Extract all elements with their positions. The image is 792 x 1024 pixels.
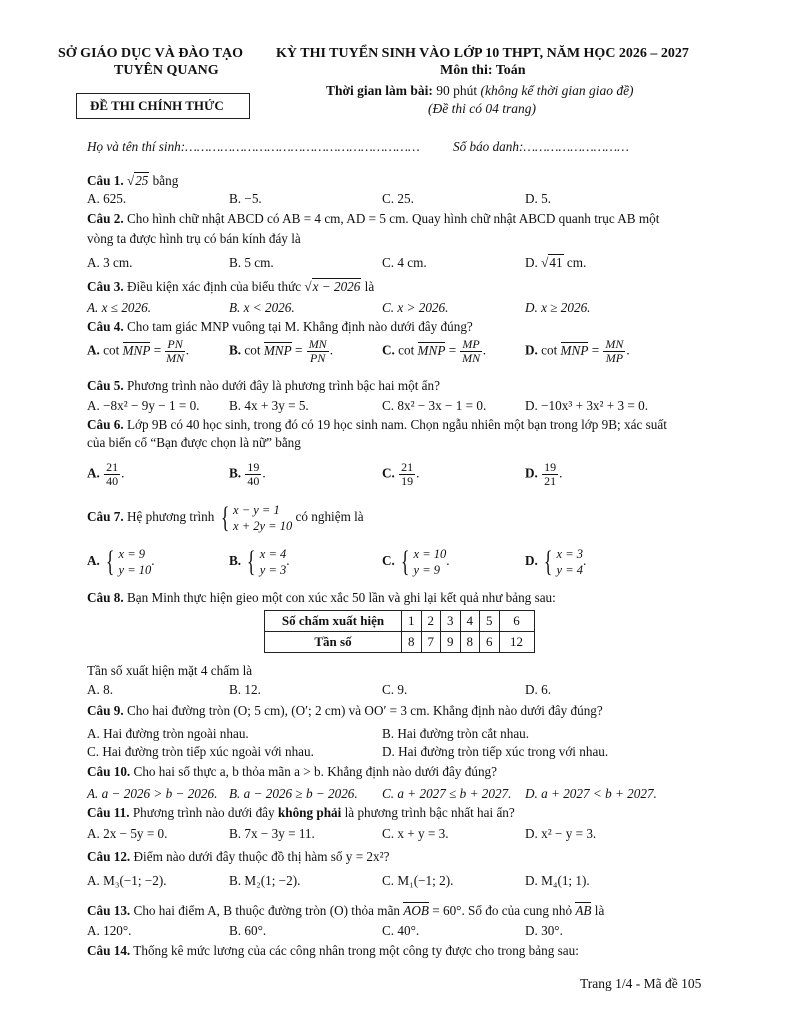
table-cell: 5: [480, 611, 500, 632]
name-field: Họ và tên thí sinh:……………………………………………………: [87, 139, 420, 154]
page-footer: Trang 1/4 - Mã đề 105: [580, 976, 702, 991]
q4-option-d: D. cot MNP = $\frac{MN}{MP}$ .: [525, 337, 630, 365]
q3-option-a: A. x ≤ 2026.: [87, 300, 152, 315]
q4-option-c: C. cot MNP = $\frac{MP}{MN}$ .: [382, 337, 487, 365]
time-line: [326, 83, 634, 99]
q4-option-b: B. cot MNP = $\frac{MN}{PN}$ .: [229, 337, 333, 365]
table-cell: 4: [460, 611, 480, 632]
question-6-line2: của biến cố “Bạn được chọn là nữ” bằng: [87, 435, 301, 450]
table-cell: 12: [499, 632, 534, 653]
exam-title: KỲ THI TUYỂN SINH VÀO LỚP 10 THPT, NĂM HỌC 2026 – 2027: [276, 46, 689, 61]
q1-option-a: A. 625.: [87, 191, 127, 206]
q13-option-b: B. 60°.: [229, 923, 267, 938]
question-2-line2: vòng ta được hình trụ có bán kính đáy là: [87, 231, 301, 246]
q5-option-a: A. −8x² − 9y − 1 = 0.: [87, 398, 200, 413]
q11-option-a: A. 2x − 5y = 0.: [87, 826, 168, 841]
table-header-cell: Số chấm xuất hiện: [265, 611, 402, 632]
table-cell: 8: [402, 632, 422, 653]
table-cell: 3: [441, 611, 461, 632]
dept-line2: TUYÊN QUANG: [114, 63, 219, 78]
q5-option-b: B. 4x + 3y = 5.: [229, 398, 309, 413]
question-2: Câu 2. Cho hình chữ nhật ABCD có AB = 4 cm, AD = 5 cm. Quay hình chữ nhật ABCD quanh trục AB một: [87, 211, 660, 226]
q12-option-c: C. M₁(−1; 2).: [382, 873, 454, 888]
question-10: Câu 10. Cho hai số thực a, b thỏa mãn a > b. Khẳng định nào dưới đây đúng?: [87, 764, 497, 779]
q6-option-d: D. $\frac{19}{21}$ .: [525, 460, 563, 488]
q4-option-a: A. cot MNP = $\frac{PN}{MN}$ .: [87, 337, 190, 365]
table-row: [265, 611, 535, 632]
equation-system: { x − y = 1 x + 2y = 10: [220, 501, 293, 534]
q7-option-c: C. { x = 10 y = 9 .: [382, 545, 450, 578]
question-13: Câu 13. Cho hai điểm A, B thuộc đường tròn (O) thỏa mãn AOB = 60°. Số đo của cung nhỏ AB là: [87, 903, 605, 918]
question-9: Câu 9. Cho hai đường tròn (O; 5 cm), (O′; 2 cm) và OO′ = 3 cm. Khẳng định nào dưới đây đúng?: [87, 703, 603, 718]
q6-option-b: B. $\frac{19}{40}$ .: [229, 460, 266, 488]
subject: Môn thi: Toán: [440, 63, 526, 78]
table-cell: 2: [421, 611, 441, 632]
official-label: ĐỀ THI CHÍNH THỨC: [90, 98, 224, 113]
q13-option-a: A. 120°.: [87, 923, 132, 938]
q2-option-d: D. √41 cm.: [525, 255, 587, 270]
dept-line1: SỞ GIÁO DỤC VÀ ĐÀO TẠO: [58, 46, 244, 61]
q8-option-b: B. 12.: [229, 682, 261, 697]
q9-option-c: C. Hai đường tròn tiếp xúc ngoài với nhau.: [87, 744, 314, 759]
q2-option-a: A. 3 cm.: [87, 255, 133, 270]
q3-option-b: B. x < 2026.: [229, 300, 295, 315]
q10-option-d: D. a + 2027 < b + 2027.: [525, 786, 657, 801]
pages-note: (Đề thi có 04 trang): [428, 101, 536, 116]
q8-option-c: C. 9.: [382, 682, 408, 697]
table-cell: 6: [499, 611, 534, 632]
q1-option-d: D. 5.: [525, 191, 552, 206]
q7-option-b: B. { x = 4 y = 3 .: [229, 545, 290, 578]
question-11: Câu 11. Phương trình nào dưới đây không phải là phương trình bậc nhất hai ẩn?: [87, 805, 515, 820]
q5-option-d: D. −10x³ + 3x² + 3 = 0.: [525, 398, 649, 413]
id-field: Số báo danh:………………………: [453, 139, 629, 154]
q2-option-c: C. 4 cm.: [382, 255, 427, 270]
q11-option-c: C. x + y = 3.: [382, 826, 449, 841]
q13-option-d: D. 30°.: [525, 923, 563, 938]
q11-option-d: D. x² − y = 3.: [525, 826, 597, 841]
table-cell: 7: [421, 632, 441, 653]
q2-option-b: B. 5 cm.: [229, 255, 274, 270]
q12-option-a: A. M₃(−1; −2).: [87, 873, 167, 888]
q12-option-d: D. M₄(1; 1).: [525, 873, 590, 888]
q12-option-b: B. M₂(1; −2).: [229, 873, 301, 888]
q1-option-c: C. 25.: [382, 191, 414, 206]
radicand: 25: [135, 173, 149, 188]
q11-option-b: B. 7x − 3y = 11.: [229, 826, 315, 841]
question-5: Câu 5. Phương trình nào dưới đây là phương trình bậc hai một ẩn?: [87, 378, 440, 393]
question-4: Câu 4. Cho tam giác MNP vuông tại M. Khẳng định nào dưới đây đúng?: [87, 319, 473, 334]
time-label: Thời gian làm bài:: [326, 83, 433, 98]
q9-option-d: D. Hai đường tròn tiếp xúc trong với nhau.: [382, 744, 609, 759]
table-cell: 1: [402, 611, 422, 632]
question-6: Câu 6. Lớp 9B có 40 học sinh, trong đó có 19 học sinh nam. Chọn ngẫu nhiên một bạn trong lớp 9B; xác suất: [87, 417, 667, 432]
question-8: Câu 8. Bạn Minh thực hiện gieo một con xúc xắc 50 lần và ghi lại kết quả như bảng sau:: [87, 590, 556, 605]
q6-option-c: C. $\frac{21}{19}$ .: [382, 460, 420, 488]
q10-option-a: A. a − 2026 > b − 2026.: [87, 786, 218, 801]
q3-option-d: D. x ≥ 2026.: [525, 300, 591, 315]
q7-option-a: A. { x = 9 y = 10 .: [87, 545, 155, 578]
question-3: Câu 3. Điều kiện xác định của biểu thức √x − 2026 là: [87, 279, 375, 294]
time-value: 90 phút: [436, 83, 478, 98]
question-text: Cho hình chữ nhật ABCD có AB = 4 cm, AD = 5 cm. Quay hình chữ nhật ABCD quanh trục AB một: [126, 211, 660, 226]
question-number: Câu 1.: [87, 173, 124, 188]
question-7: Câu 7. Hệ phương trình { x − y = 1 x + 2y = 10 có nghiệm là: [87, 501, 364, 534]
q1-option-b: B. −5.: [229, 191, 262, 206]
question-12: Câu 12. Điểm nào dưới đây thuộc đồ thị hàm số y = 2x²?: [87, 849, 390, 864]
q10-option-b: B. a − 2026 ≥ b − 2026.: [229, 786, 358, 801]
table-cell: 9: [441, 632, 461, 653]
q13-option-c: C. 40°.: [382, 923, 420, 938]
q3-option-c: C. x > 2026.: [382, 300, 449, 315]
table-cell: 6: [480, 632, 500, 653]
q9-option-a: A. Hai đường tròn ngoài nhau.: [87, 726, 249, 741]
time-note: (không kể thời gian giao đề): [480, 83, 634, 98]
q9-option-b: B. Hai đường tròn cắt nhau.: [382, 726, 530, 741]
table-row: [265, 632, 535, 653]
q10-option-c: C. a + 2027 ≤ b + 2027.: [382, 786, 512, 801]
question-14: Câu 14. Thống kê mức lương của các công nhân trong một công ty được cho trong bảng sau:: [87, 943, 579, 958]
q6-option-a: A. $\frac{21}{40}$ .: [87, 460, 125, 488]
q5-option-c: C. 8x² − 3x − 1 = 0.: [382, 398, 487, 413]
table-cell: 8: [460, 632, 480, 653]
q8-option-a: A. 8.: [87, 682, 114, 697]
q7-option-d: D. { x = 3 y = 4 .: [525, 545, 587, 578]
frequency-table: [264, 610, 535, 653]
table-header-cell: Tần số: [265, 632, 402, 653]
q8-option-d: D. 6.: [525, 682, 552, 697]
question-1: Câu 1. √25 bằng: [87, 173, 179, 188]
question-8-followup: Tần số xuất hiện mặt 4 chấm là: [87, 663, 253, 678]
question-text: bằng: [149, 173, 179, 188]
